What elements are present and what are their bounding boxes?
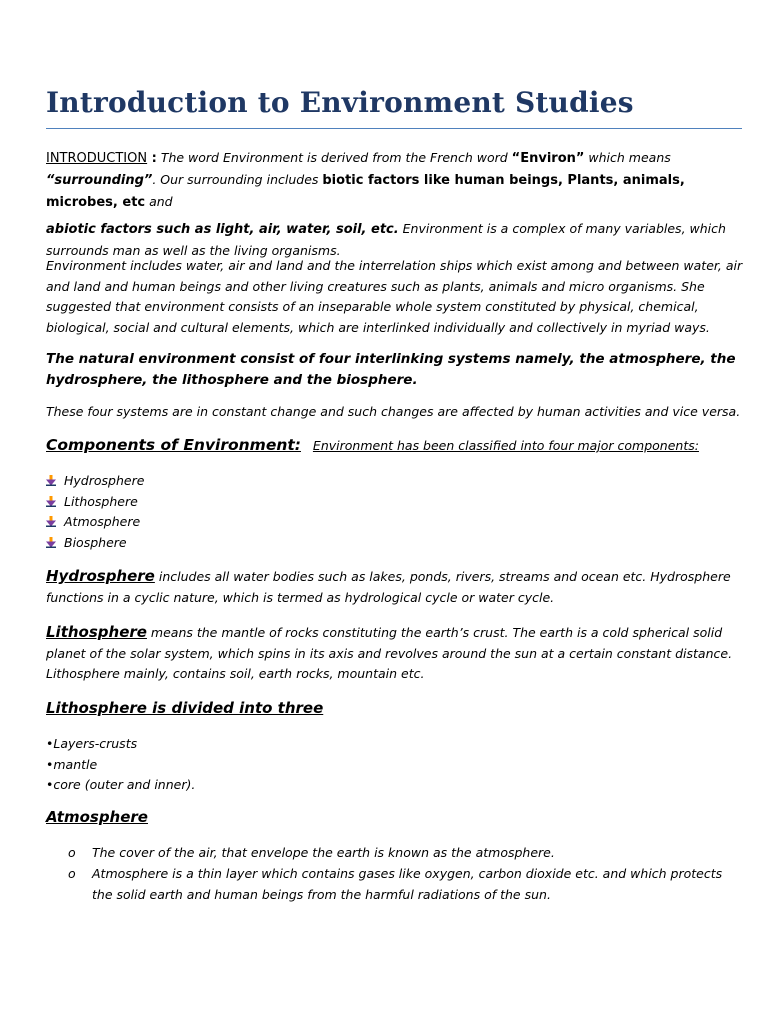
atmosphere-heading-line: [46, 807, 746, 828]
four-systems-paragraph: These four systems are in constant change and such changes are affected by human activities and vice versa.: [46, 404, 741, 419]
intro-biotic: biotic factors like human beings, Plants, animals, microbes, etc: [46, 173, 685, 210]
component-lithosphere: Lithosphere: [64, 493, 138, 509]
intro-abiotic: abiotic factors such as light, air, water, soil, etc.: [46, 222, 399, 237]
list-item: •Layers-crusts: [46, 736, 138, 751]
components-list: [46, 470, 746, 552]
list-item: [46, 511, 746, 532]
intro-text-2: which means: [584, 150, 671, 165]
component-atmosphere: Atmosphere: [64, 514, 141, 529]
list-item: [46, 491, 746, 512]
list-item: [46, 842, 746, 863]
intro-text-3: . Our surrounding includes: [152, 172, 323, 187]
page-title: Introduction to Environment Studies: [46, 86, 634, 119]
atmosphere-item-text: Atmosphere is a thin layer which contains gases like oxygen, carbon dioxide etc. and which protects the solid earth and human beings from the harmful radiations of the sun.: [92, 866, 723, 902]
title-rule: [46, 128, 742, 129]
components-heading: Components of Environment:: [46, 436, 301, 454]
intro-paragraph: [46, 147, 746, 261]
lithosphere-divided-heading-line: [46, 698, 746, 719]
intro-text-4: and: [145, 194, 173, 209]
component-biosphere: Biosphere: [64, 534, 127, 550]
component-hydrosphere: Hydrosphere: [64, 473, 145, 488]
list-item: •mantle: [46, 756, 98, 772]
arrow-bullet-icon: [46, 537, 56, 548]
lithosphere-layers-list: [46, 733, 746, 795]
intro-colon: :: [147, 151, 157, 166]
list-item: [46, 863, 746, 905]
arrow-bullet-icon: [46, 496, 56, 507]
intro-text-5: Environment is a complex of many variables, which surrounds man as well as the living organisms.: [46, 221, 726, 258]
list-item: •core (outer and inner).: [46, 777, 196, 792]
hydrosphere-text: includes all water bodies such as lakes, ponds, rivers, streams and ocean etc. Hydrosphere functions in a cyclic nature, which is termed as hydrological cycle or water cycle.: [46, 569, 731, 605]
intro-environ: “Environ”: [511, 151, 585, 166]
environment-paragraph: Environment includes water, air and land and the interrelation ships which exist among and between water, air and land and human beings and other living creatures such as plants, animals and micro organisms. She suggested that environment consists of an inseparable whole system constituted by physical, chemical, biological, social and cultural elements, which are interlinked individually and collectively in myriad ways.: [46, 258, 743, 335]
components-subheading: Environment has been classified into four major components:: [312, 438, 699, 453]
intro-text-1: The word Environment is derived from the French word: [156, 150, 512, 165]
list-marker: o: [68, 866, 76, 881]
hydrosphere-heading: Hydrosphere: [46, 567, 155, 585]
atmosphere-heading: Atmosphere: [46, 808, 148, 826]
components-heading-line: [46, 435, 746, 456]
hydrosphere-paragraph: [46, 566, 746, 608]
list-marker: o: [68, 845, 76, 860]
arrow-bullet-icon: [46, 516, 56, 527]
atmosphere-list: [46, 842, 746, 905]
arrow-bullet-icon: [46, 475, 56, 486]
lithosphere-heading: Lithosphere: [46, 623, 147, 641]
lithosphere-paragraph: [46, 622, 746, 685]
natural-environment-paragraph: The natural environment consist of four interlinking systems namely, the atmosphere, the hydrosphere, the lithosphere and the biosphere.: [46, 351, 736, 388]
lithosphere-divided-heading: Lithosphere is divided into three: [46, 699, 324, 717]
intro-label: INTRODUCTION: [46, 151, 148, 166]
atmosphere-item-text: The cover of the air, that envelope the earth is known as the atmosphere.: [92, 845, 555, 860]
intro-surrounding: “surrounding”: [46, 173, 153, 188]
list-item: [46, 470, 746, 491]
list-item: [46, 532, 746, 553]
lithosphere-text: means the mantle of rocks constituting the earth’s crust. The earth is a cold spherical solid planet of the solar system, which spins in its axis and revolves around the sun at a certain constant distance. Lithosphere mainly, contains soil, earth rocks, mountain etc.: [46, 625, 733, 681]
